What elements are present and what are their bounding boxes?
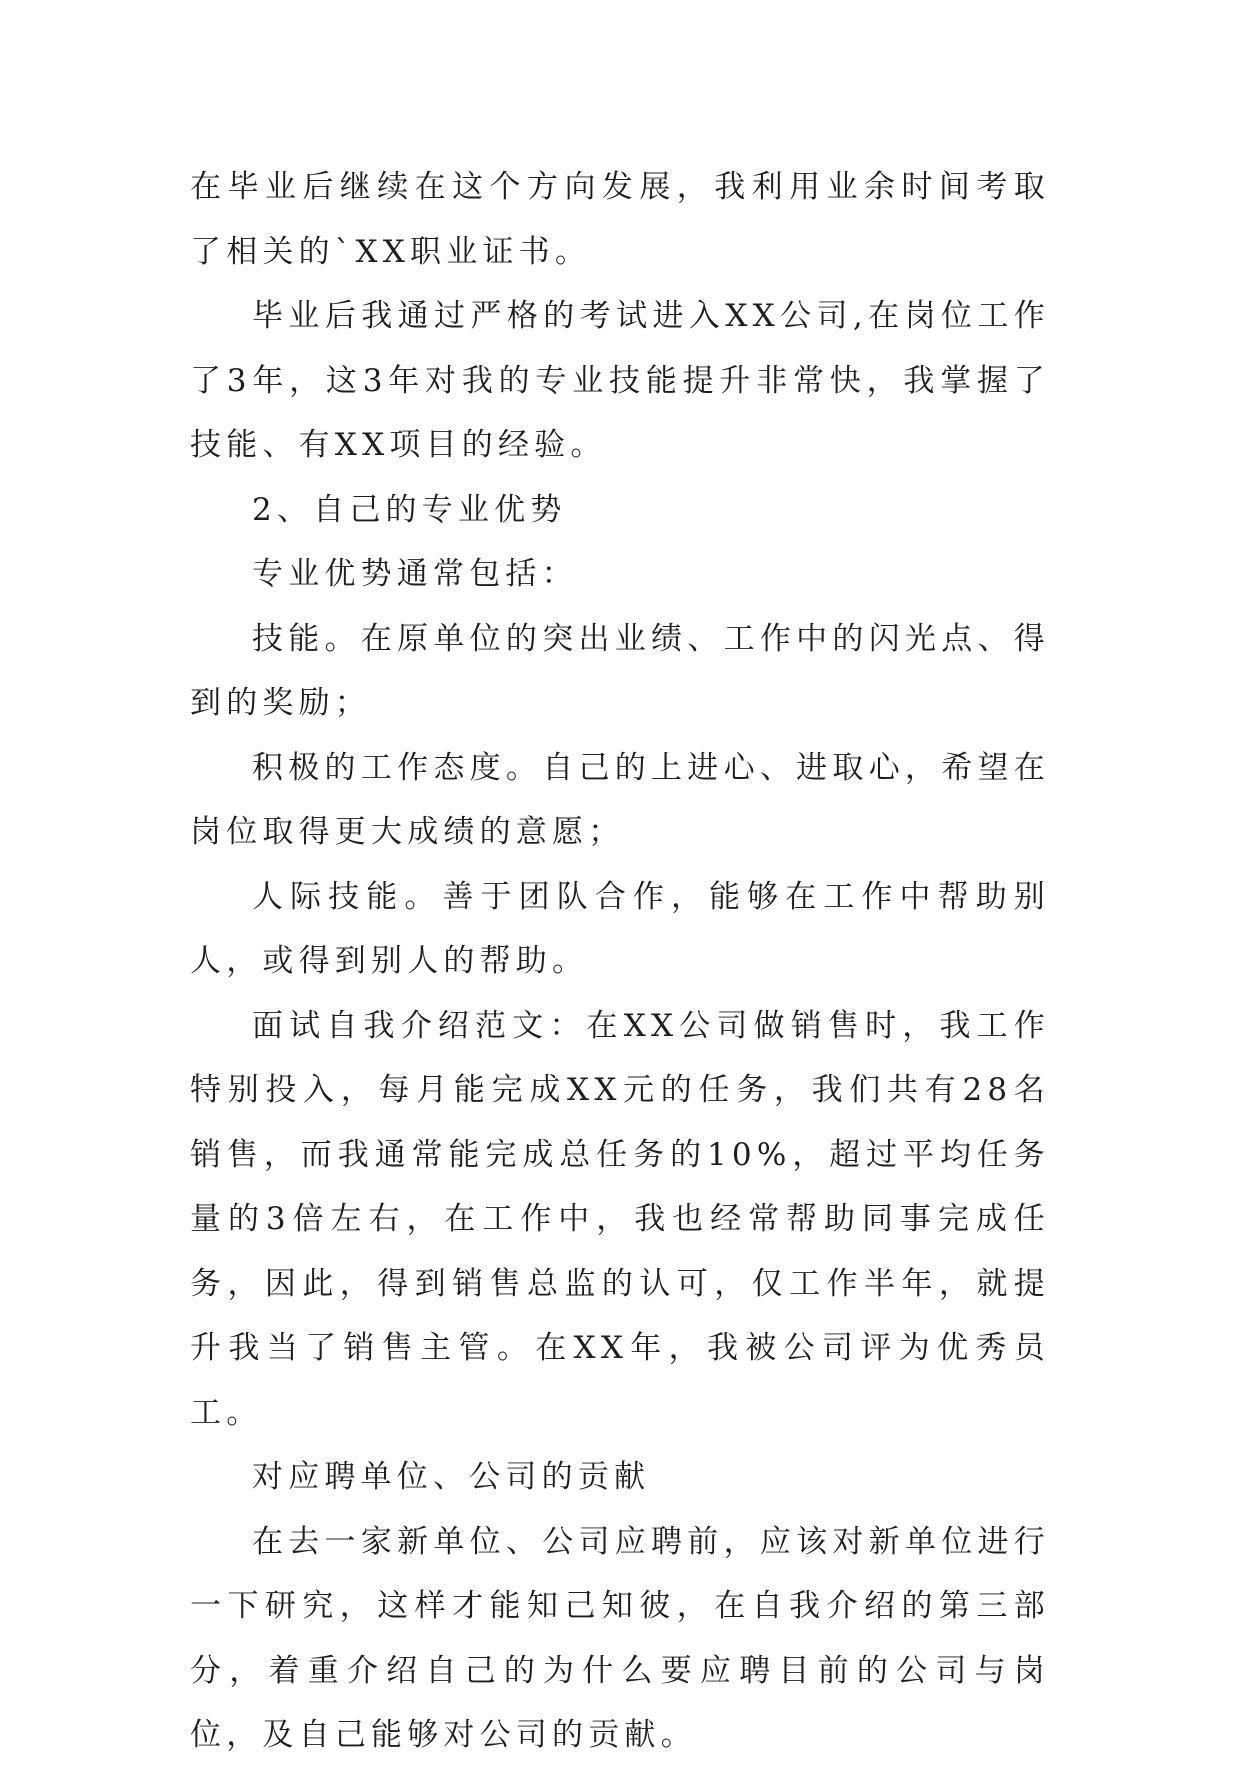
document-page xyxy=(190,155,1050,1768)
paragraph-advantages-intro: 专业优势通常包括： xyxy=(252,556,578,592)
paragraph-sample-intro: 面试自我介绍范文：在XX公司做销售时，我工作特别投入，每月能完成XX元的任务，我们共有28名销售，而我通常能完成总任务的10%，超过平均任务量的3倍左右，在工作中，我也经常帮助同事完成任务，因此，得到销售总监的认可，仅工作半年，就提升我当了销售主管。在XX年，我被公司评为优秀员工。 xyxy=(190,1007,1050,1431)
section-heading-contribution: 对应聘单位、公司的贡献 xyxy=(252,1459,651,1495)
paragraph-contribution: 在去一家新单位、公司应聘前，应该对新单位进行一下研究，这样才能知己知彼，在自我介绍的第三部分，着重介绍自己的为什么要应聘目前的公司与岗位，及自己能够对公司的贡献。 xyxy=(190,1523,1050,1753)
paragraph-skills: 技能。在原单位的突出业绩、工作中的闪光点、得到的奖励； xyxy=(190,620,1050,721)
paragraph-interpersonal: 人际技能。善于团队合作，能够在工作中帮助别人，或得到别人的帮助。 xyxy=(190,878,1050,979)
paragraph-work-experience: 毕业后我通过严格的考试进入XX公司,在岗位工作了3年，这3年对我的专业技能提升非常快，我掌握了技能、有XX项目的经验。 xyxy=(190,298,1050,463)
paragraph-attitude: 积极的工作态度。自己的上进心、进取心，希望在岗位取得更大成绩的意愿； xyxy=(190,749,1050,850)
section-heading-advantages: 2、自己的专业优势 xyxy=(252,491,567,528)
paragraph-continuation: 在毕业后继续在这个方向发展，我利用业余时间考取了相关的`XX职业证书。 xyxy=(190,169,1050,270)
